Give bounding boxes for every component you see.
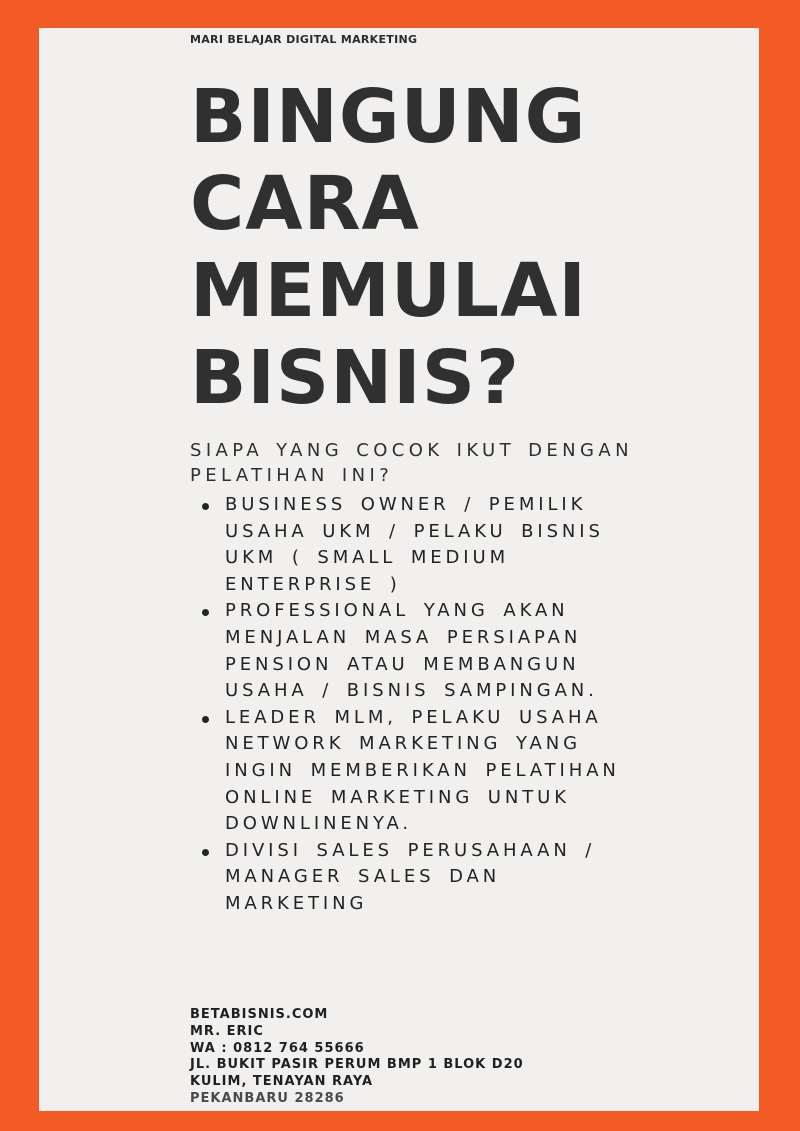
audience-item (225, 598, 625, 704)
contact-address-line-2: KULIM, TENAYAN RAYA (190, 1074, 374, 1090)
audience-item-text: PROFESSIONAL YANG AKAN MENJALAN MASA PERSIAPAN PENSION ATAU MEMBANGUN USAHA / BISNIS SAMPINGAN. (225, 600, 598, 702)
audience-list (225, 492, 625, 918)
bullet-icon (202, 716, 209, 723)
contact-phone: WA : 0812 764 55666 (190, 1040, 365, 1056)
audience-item (225, 838, 625, 918)
intro-question: SIAPA YANG COCOK IKUT DENGAN PELATIHAN INI? (190, 440, 633, 486)
contact-website: BETABISNIS.COM (190, 1007, 329, 1022)
audience-item-text: LEADER MLM, PELAKU USAHA NETWORK MARKETING YANG INGIN MEMBERIKAN PELATIHAN ONLINE MARKETING UNTUK DOWNLINENYA. (225, 706, 620, 835)
flyer-page (39, 28, 759, 1111)
headline-line: MEMULAI (190, 248, 587, 334)
contact-block (190, 1007, 524, 1108)
headline-line: BINGUNG (190, 74, 587, 160)
bullet-icon (202, 849, 209, 856)
headline-line: CARA (190, 161, 420, 247)
contact-address-line-1: JL. BUKIT PASIR PERUM BMP 1 BLOK D20 (190, 1057, 524, 1073)
headline (190, 74, 710, 422)
headline-line: BISNIS? (190, 335, 520, 421)
audience-item (225, 492, 625, 598)
kicker-label: MARI BELAJAR DIGITAL MARKETING (190, 33, 418, 46)
audience-item-text: BUSINESS OWNER / PEMILIK USAHA UKM / PELAKU BISNIS UKM ( SMALL MEDIUM ENTERPRISE ) (225, 494, 604, 595)
contact-city: PEKANBARU 28286 (190, 1090, 345, 1106)
audience-item (225, 705, 625, 838)
contact-name: MR. ERIC (190, 1023, 264, 1039)
bullet-icon (202, 609, 209, 616)
bullet-icon (202, 503, 209, 510)
audience-item-text: DIVISI SALES PERUSAHAAN / MANAGER SALES DAN MARKETING (225, 839, 596, 914)
